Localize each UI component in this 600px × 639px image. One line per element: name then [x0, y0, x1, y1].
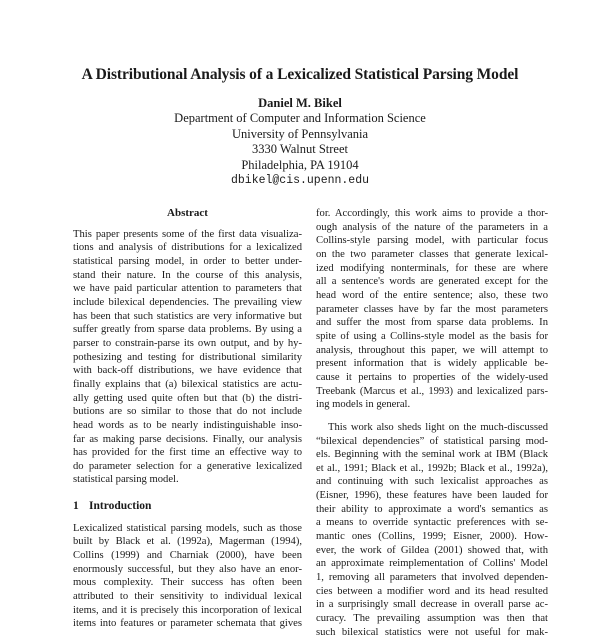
text-line: Treebank (Marcus et al., 1993) and lexicalized pars- — [316, 385, 548, 397]
text-line: do parameter selection for a generative lexicalized — [73, 460, 302, 472]
text-line: head word of the entire sentence; also, these two — [316, 289, 548, 301]
section-number: 1 — [73, 500, 79, 513]
text-line: suffer greatly from sparse data problems. By using a — [73, 324, 302, 336]
text-line: in a surprisingly small decrease in overall parse ac- — [316, 599, 548, 611]
abstract-body — [73, 228, 302, 487]
text-line: Collins (1999) and Charniak (2000), have been — [73, 550, 302, 562]
text-line: a means to override syntactic preferences with se- — [316, 517, 548, 529]
text-line: attributed to their sensitivity to individual lexical — [73, 591, 302, 603]
text-line: has provided for the first time an effective way to — [73, 447, 302, 459]
text-line: statistical parsing model, in order to better under- — [73, 255, 302, 267]
paper-title: A Distributional Analysis of a Lexicalized Statistical Parsing Model — [81, 66, 519, 83]
text-line: present information that is widely applicable be- — [316, 358, 548, 370]
text-line: items into features or parameter schemata that gives — [73, 618, 302, 630]
text-line: we have paid particular attention to parameters that — [73, 283, 302, 295]
text-line: finally explains that (a) bilexical statistics are actu- — [73, 378, 302, 390]
text-line: parser to constrain-parse its own output, and by hy- — [73, 337, 302, 349]
text-line: This paper presents some of the first data visualiza- — [73, 228, 302, 240]
text-line: cies between a modifier word and its head resulted — [316, 585, 548, 597]
text-line: items, and it is precisely this incorporation of lexical — [73, 604, 302, 616]
text-line: 1, removing all parameters that involved dependen- — [316, 572, 548, 584]
author-email[interactable]: dbikel@cis.upenn.edu — [230, 174, 370, 188]
text-line: Collins-style parsing model, with particular focus — [316, 235, 548, 247]
text-line: cause it pertains to properties of the widely-used — [316, 371, 548, 383]
text-line: et al., 1991; Black et al., 1992b; Black et al., 1992a), — [316, 462, 548, 474]
author-street: 3330 Walnut Street — [252, 142, 348, 157]
text-line: mantic ones (Collins, 1999; Eisner, 2000). How- — [316, 531, 548, 543]
text-line: all a sentence's words are generated except for the — [316, 276, 548, 288]
text-line: parameter classes have by far the most parameters — [316, 303, 548, 315]
author-name: Daniel M. Bikel — [258, 96, 342, 110]
text-line: and suffer the most from sparse data problems. In — [316, 317, 548, 329]
text-line: “bilexical dependencies” of statistical parsing mod- — [316, 435, 548, 447]
text-line: an approximate reimplementation of Collins' Model — [316, 558, 548, 570]
author-city: Philadelphia, PA 19104 — [241, 157, 359, 172]
text-line: on the two parameter classes that generate lexical- — [316, 248, 548, 260]
text-line: ally getting used quite often but that (b) the distri- — [73, 392, 302, 404]
text-line: for. Accordingly, this work aims to provide a thor- — [316, 208, 548, 219]
text-line: their ability to approximate a word's semantics as — [316, 503, 548, 515]
introduction-body — [73, 522, 302, 631]
text-line: els. Beginning with the seminal work at IBM (Black — [316, 449, 548, 461]
text-line: statistical parsing model. — [73, 474, 179, 486]
text-line: include bilexical dependencies. The prevailing view — [73, 296, 302, 308]
right-paragraph-1 — [316, 207, 548, 412]
text-line: enormously successful, but they also have an enor- — [73, 563, 302, 575]
author-university: University of Pennsylvania — [231, 126, 369, 141]
section-title: Introduction — [89, 500, 152, 513]
text-line: This work also sheds light on the much-discussed — [328, 421, 548, 433]
text-line: built by Black et al. (1992a), Magerman (1994), — [73, 536, 302, 548]
left-column — [73, 207, 302, 631]
text-line: curacy. The prevailing assumption was then that — [316, 613, 548, 625]
text-line: Lexicalized statistical parsing models, such as those — [73, 522, 302, 534]
text-line: has been that such statistics are very informative but — [73, 310, 302, 322]
text-line: spite of using a Collins-style model as the basis for — [316, 330, 548, 342]
text-line: stand their nature. In the course of this analysis, — [73, 269, 302, 281]
text-line: far as making parse decisions. Finally, our analysis — [73, 433, 302, 445]
text-line: tions and analysis of distributions for a lexicalized — [73, 242, 302, 254]
text-line: pothesizing and testing for distributional similarity — [73, 351, 302, 363]
text-line: such bilexical statistics were not useful for mak- — [316, 626, 548, 638]
right-paragraph-2 — [316, 421, 548, 639]
text-line: head words as to be nearly indistinguishable inso- — [73, 419, 302, 431]
text-line: analysis, throughout this paper, we will attempt to — [316, 344, 548, 356]
text-line: and continuing with such lexicalist approaches as — [316, 476, 548, 488]
text-line: (Eisner, 1996), these features have been lauded for — [316, 490, 548, 502]
text-line: ized modifying nonterminals, for these are where — [316, 262, 548, 274]
introduction-heading — [73, 500, 302, 514]
abstract-heading: Abstract — [167, 207, 208, 219]
right-column — [316, 207, 548, 639]
text-line: ing models in general. — [316, 399, 411, 411]
text-line: mous complexity. Their success has often been — [73, 577, 302, 589]
text-line: with back-off distributions, we have evidence that — [73, 365, 302, 377]
author-block — [0, 96, 600, 188]
author-department: Department of Computer and Information Science — [174, 111, 426, 126]
text-line: ough analysis of the nature of the parameters in a — [316, 221, 548, 233]
text-line: ever, the work of Gildea (2001) showed that, with — [316, 544, 548, 556]
text-line: butions are so similar to those that do not include — [73, 406, 302, 418]
